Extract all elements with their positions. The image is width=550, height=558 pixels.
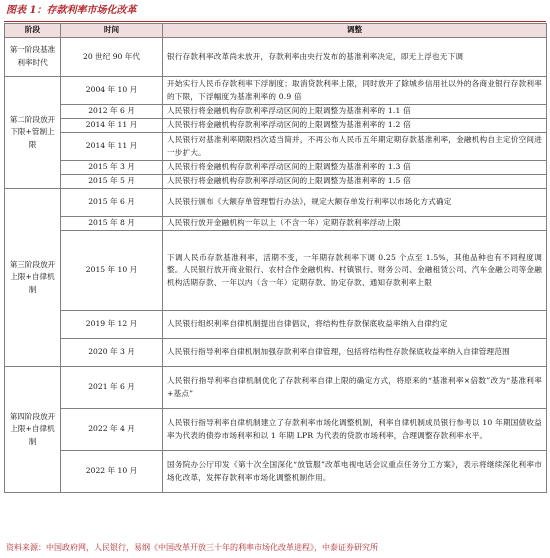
table-row bbox=[5, 409, 547, 451]
table-row bbox=[5, 161, 547, 175]
table-row bbox=[5, 38, 547, 77]
table-row bbox=[5, 133, 547, 161]
header-detail: 调整 bbox=[163, 24, 547, 38]
time-cell: 2014 年 11 月 bbox=[61, 133, 163, 161]
table-row bbox=[5, 77, 547, 105]
detail-cell: 人民银行将金融机构存款利率浮动区间的上限调整为基准利率的 1.2 倍 bbox=[163, 119, 547, 133]
time-cell: 2022 年 10 月 bbox=[61, 451, 163, 493]
detail-cell: 开始实行人民币存款利率下浮制度；取消贷款利率上限，同时放开了除城乡信用社以外的各商业银行存款利率的下限，下浮幅度为基准利率的 0.9 倍 bbox=[163, 77, 547, 105]
detail-cell: 人民银行指导利率自律机制优化了存款利率自律上限的确定方式，将原来的“基准利率×倍数”改为“基准利率+基点” bbox=[163, 367, 547, 409]
detail-cell: 人民银行组织利率自律机制提出自律倡议，将结构性存款保底收益率纳入自律约定 bbox=[163, 311, 547, 339]
reform-table bbox=[4, 23, 547, 493]
detail-cell: 人民银行指导利率自律机制建立了存款利率市场化调整机制，利率自律机制成员银行参考以 10 年期国债收益率为代表的债券市场利率和以 1 年期 LPR 为代表的贷款市场利率，合理调整存款利率水平。 bbox=[163, 409, 547, 451]
detail-cell: 人民银行指导利率自律机制加强存款利率自律管理，包括将结构性存款保底收益率纳入自律管理范围 bbox=[163, 339, 547, 367]
stage-cell: 第一阶段基准利率时代 bbox=[5, 38, 61, 77]
table-row bbox=[5, 451, 547, 493]
detail-cell: 下调人民币存款基准利率，活期不变，一年期存款利率下调 0.25 个点至 1.5%，其他品种也有不同程度调整。人民银行放开商业银行、农村合作金融机构、村镇银行、财务公司、金融租赁公司、汽车金融公司等金融机构活期存款、一年以内（含一年）定期存款、协定存款、通知存款利率上限 bbox=[163, 231, 547, 311]
time-cell: 2014 年 11 月 bbox=[61, 119, 163, 133]
time-cell: 2022 年 4 月 bbox=[61, 409, 163, 451]
detail-cell: 人民银行将金融机构存款利率浮动区间的上限调整为基准利率的 1.5 倍 bbox=[163, 175, 547, 189]
detail-cell: 人民银行颁布《大额存单管理暂行办法》，规定大额存单发行利率以市场化方式确定 bbox=[163, 189, 547, 217]
source-note: 资料来源：中国政府网，人民银行，易纲《中国改革开放三十年的利率市场化改革进程》，中泰证券研究所 bbox=[6, 543, 378, 552]
detail-cell: 人民银行将金融机构存款利率浮动区间的上限调整为基准利率的 1.3 倍 bbox=[163, 161, 547, 175]
table-row bbox=[5, 119, 547, 133]
detail-cell: 人民银行将金融机构存款利率浮动区间的上限调整为基准利率的 1.1 倍 bbox=[163, 105, 547, 119]
stage-cell: 第二阶段放开下限+管制上限 bbox=[5, 77, 61, 189]
time-cell: 2020 年 3 月 bbox=[61, 339, 163, 367]
time-cell: 2004 年 10 月 bbox=[61, 77, 163, 105]
detail-cell: 银行存款利率改革尚未放开，存款利率由央行发布的基准利率决定，即无上浮也无下调 bbox=[163, 38, 547, 77]
header-time: 时间 bbox=[61, 24, 163, 38]
caption-rule bbox=[4, 21, 546, 22]
table-row bbox=[5, 367, 547, 409]
time-cell: 2021 年 6 月 bbox=[61, 367, 163, 409]
time-cell: 2015 年 5 月 bbox=[61, 175, 163, 189]
detail-cell: 人民银行对基准利率期限档次适当简并，不再公布人民币五年期定期存款基准利率，金融机构自主定价空间进一步扩大。 bbox=[163, 133, 547, 161]
time-cell: 2015 年 6 月 bbox=[61, 189, 163, 217]
time-cell: 20 世纪 90 年代 bbox=[61, 38, 163, 77]
time-cell: 2019 年 12 月 bbox=[61, 311, 163, 339]
time-cell: 2012 年 6 月 bbox=[61, 105, 163, 119]
table-row bbox=[5, 339, 547, 367]
table-row bbox=[5, 105, 547, 119]
table-row bbox=[5, 217, 547, 231]
table-row bbox=[5, 231, 547, 311]
stage-cell: 第四阶段放开上限+自律机制 bbox=[5, 367, 61, 493]
table-header-row bbox=[5, 24, 547, 38]
figure-caption: 图表 1：存款利率市场化改革 bbox=[6, 5, 137, 16]
table-row bbox=[5, 175, 547, 189]
table-row bbox=[5, 189, 547, 217]
stage-cell: 第三阶段放开上限+自律机制 bbox=[5, 189, 61, 367]
header-stage: 阶段 bbox=[5, 24, 61, 38]
time-cell: 2015 年 8 月 bbox=[61, 217, 163, 231]
detail-cell: 人民银行放开金融机构一年以上（不含一年）定期存款利率浮动上限 bbox=[163, 217, 547, 231]
time-cell: 2015 年 3 月 bbox=[61, 161, 163, 175]
table-row bbox=[5, 311, 547, 339]
time-cell: 2015 年 10 月 bbox=[61, 231, 163, 311]
detail-cell: 国务院办公厅印发《第十次全国深化“放管服”改革电视电话会议重点任务分工方案》，表示将继续深化利率市场化改革，发挥存款利率市场化调整机制作用。 bbox=[163, 451, 547, 493]
